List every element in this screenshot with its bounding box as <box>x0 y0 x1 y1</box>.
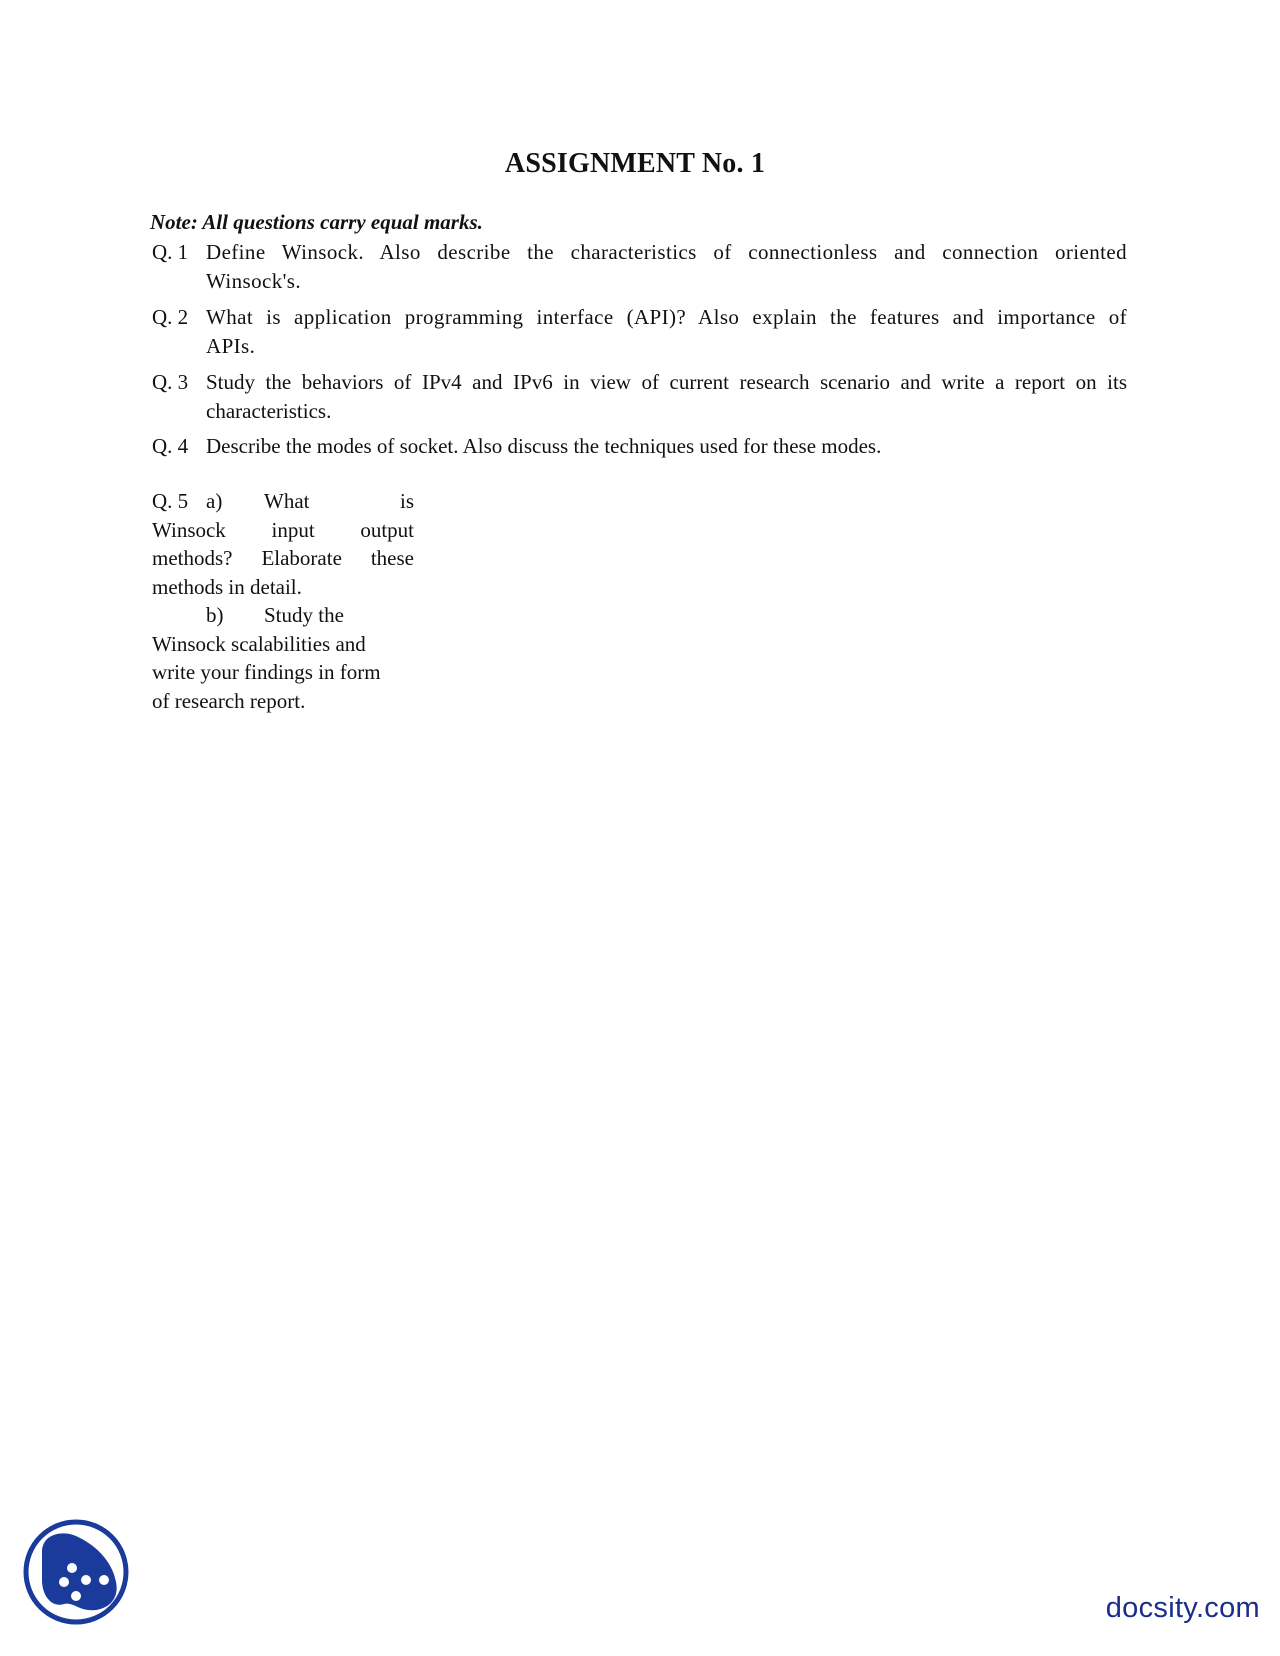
question-4 <box>152 432 1127 461</box>
q5-part-a-label: a) <box>206 489 223 513</box>
question-number: Q. 1 <box>152 240 189 264</box>
q5-line-4: methods in detail. <box>152 574 302 599</box>
page-title: ASSIGNMENT No. 1 <box>504 148 766 179</box>
q5-line-5 <box>152 601 414 630</box>
question-number: Q. 2 <box>152 305 189 329</box>
question-3 <box>152 368 1127 425</box>
question-2 <box>152 303 1127 360</box>
q5-part-b-label: b) <box>206 603 224 627</box>
q5-word: Winsock <box>152 517 226 542</box>
q5-line-1 <box>152 487 414 516</box>
question-text: Study the behaviors of IPv4 and IPv6 in view of current research scenario and write a report on its characteristics. <box>206 370 1127 423</box>
q5-line-6: Winsock scalabilities and <box>152 631 366 656</box>
q5-line-8: of research report. <box>152 688 306 713</box>
q5-word: methods? <box>152 546 233 570</box>
question-5 <box>152 487 414 715</box>
q5-part-b-text: Study the <box>264 603 344 627</box>
docsity-brand-link[interactable]: docsity.com <box>1105 1592 1260 1624</box>
question-number: Q. 4 <box>152 434 189 458</box>
q5-word: input <box>271 517 315 542</box>
question-number: Q. 5 <box>152 489 189 513</box>
docsity-logo-icon <box>20 1516 132 1628</box>
note-text: Note: All questions carry equal marks. <box>150 210 483 234</box>
question-number: Q. 3 <box>152 370 189 394</box>
q5-word: these <box>370 546 414 570</box>
question-text: Describe the modes of socket. Also discuss the techniques used for these modes. <box>206 434 882 458</box>
q5-word: output <box>360 517 414 542</box>
q5-line-3 <box>152 544 414 573</box>
question-text: Define Winsock. Also describe the characteristics of connectionless and connection oriented Winsock's. <box>206 240 1127 293</box>
q5-line-2 <box>152 516 414 545</box>
question-1 <box>152 238 1127 295</box>
question-text: What is application programming interface (API)? Also explain the features and importance of APIs. <box>206 305 1127 358</box>
q5-word: is <box>399 489 414 513</box>
q5-word: What <box>264 489 310 513</box>
q5-word: Elaborate <box>261 546 342 570</box>
q5-line-7: write your findings in form <box>152 660 381 684</box>
